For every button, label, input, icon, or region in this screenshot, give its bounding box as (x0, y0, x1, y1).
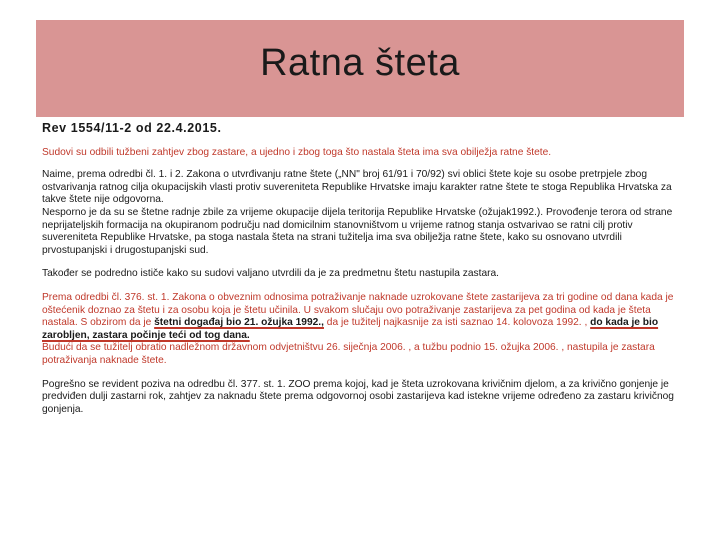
text-segment: Prema odredbi čl. 376. st. 1. Zakona o obveznim odnosima potraživanje naknade uzrokovane štete zastarijeva za tri godine od dana kada je oštećenik doznao za štetu i za osobu koja je štetu učinila. U svakom slučaju ovo potraživanje zastarijeva za pet godina od kada je šteta nastala. S obzirom da je (42, 291, 674, 329)
paragraph-zoo-376 (42, 292, 678, 342)
paragraph-statute-limitation: Također se podredno ističe kako su sudovi valjano utvrdili da je za predmetnu štetu nastupila zastara. (42, 268, 499, 280)
highlight-event-date: štetni događaj bio 21. ožujka 1992., (154, 317, 324, 329)
slide-title: Ratna šteta (260, 42, 460, 84)
paragraph-zoo-377: Pogrešno se revident poziva na odredbu čl. 377. st. 1. ZOO prema kojoj, kad je šteta uzrokovana krivičnim djelom, a za krivično gonjenje je predviđen dulji zastarni rok, zahtjev za naknadu štete prema odgovornoj osobi zastarijeva kad istekne vrijeme određeno za zastaru krivičnog gonjenja. (42, 378, 674, 415)
text-segment: da je tužitelj najkasnije za isti saznao 14. kolovoza 1992. , (323, 317, 591, 329)
paragraph-limitation-expired: Budući da se tužitelj obratio nadležnom državnom odvjetništvu 26. siječnja 2006. , a tužbu podnio 15. ožujka 2006. , nastupila je zastara potraživanja naknade štete. (42, 342, 655, 366)
paragraph-war-damage-law: Naime, prema odredbi čl. 1. i 2. Zakona o utvrđivanju ratne štete („NN" broj 61/91 i 70/92) svi oblici štete koje su osobe pretrpjele zbog ostvarivanja ratnog cilja okupacijskih vlasti protiv suvereniteta Republike Hrvatske imaju karakter ratne štete te stoga Republika Hrvatska za takve štete nije odgovorna. (42, 169, 672, 206)
title-band (36, 20, 684, 117)
highlight-captivity: do kada je bio zarobljen, zastara počinje teći od tog dana. (42, 317, 659, 341)
slide-body (42, 122, 678, 416)
paragraph-summary: Sudovi su odbili tužbeni zahtjev zbog zastare, a ujedno i zbog toga što nastala šteta ima sva obilježja ratne štete. (42, 146, 552, 158)
case-heading: Rev 1554/11-2 od 22.4.2015. (42, 121, 222, 135)
paragraph-occupation: Nesporno je da su se štetne radnje zbile za vrijeme okupacije dijela teritorija Republike Hrvatske (ožujak1992.). Provođenje terora od strane neprijateljskih formacija na okupiranom području nad domicilnim stanovništvom u vrijeme ratnog stanja ostvarivao se ratni cilj protiv suvereniteta Republike Hrvatske, pa stoga nastala šteta na strani tužitelja ima sva obilježja ratne štete, kako su osnovano utvrdili prvostupanjski i drugostupanjski sud. (42, 206, 673, 256)
